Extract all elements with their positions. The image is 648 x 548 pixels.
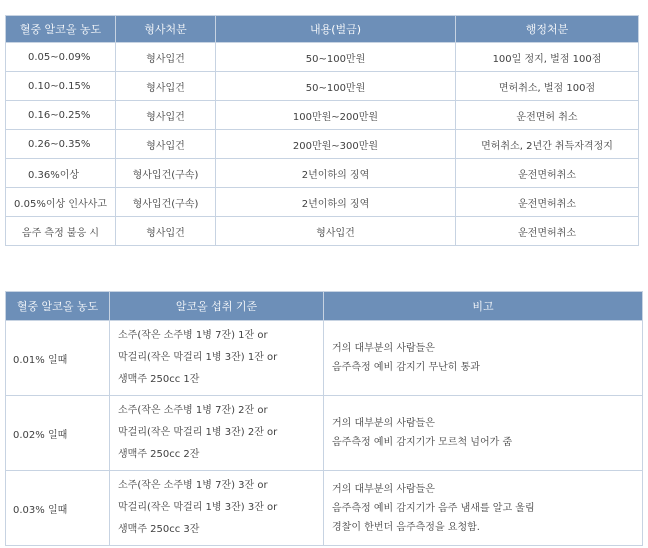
alcohol-level-cell: 0.01% 일때 xyxy=(6,321,110,396)
remarks-cell xyxy=(324,321,643,396)
alcohol-level-cell: 0.03% 일때 xyxy=(6,471,110,546)
alcohol-level-cell: 0.05~0.09% xyxy=(6,43,116,72)
fine-cell: 2년이하의 징역 xyxy=(216,159,456,188)
alcohol-level-cell: 0.36%이상 xyxy=(6,159,116,188)
table-row xyxy=(6,217,639,246)
table-row xyxy=(6,188,639,217)
alcohol-level-cell: 0.02% 일때 xyxy=(6,396,110,471)
remarks-line: 거의 대부분의 사람들은 xyxy=(332,343,435,354)
intake-line: 막걸리(작은 막걸리 1병 3잔) 3잔 or xyxy=(118,502,278,513)
intake-cell xyxy=(110,471,324,546)
intake-cell xyxy=(110,396,324,471)
alcohol-level-cell: 음주 측정 불응 시 xyxy=(6,217,116,246)
admin-penalty-cell: 운전면허취소 xyxy=(456,217,639,246)
intake-line: 소주(작은 소주병 1병 7잔) 2잔 or xyxy=(118,405,268,416)
intake-line: 소주(작은 소주병 1병 7잔) 1잔 or xyxy=(118,330,268,341)
remarks-line: 음주측정 예비 감지기가 모르척 넘어가 줌 xyxy=(332,437,513,448)
admin-penalty-cell: 운전면허취소 xyxy=(456,188,639,217)
remarks-line: 음주측정 예비 감지기가 음주 냄새를 알고 울림 xyxy=(332,502,535,514)
fine-cell: 2년이하의 징역 xyxy=(216,188,456,217)
intake-line: 막걸리(작은 막걸리 1병 3잔) 2잔 or xyxy=(118,427,278,438)
remarks-cell xyxy=(324,396,643,471)
criminal-penalty-cell: 형사입건 xyxy=(116,72,216,101)
header-fine-content: 내용(벌금) xyxy=(216,16,456,43)
admin-penalty-cell: 운전면허 취소 xyxy=(456,101,639,130)
header-admin-penalty: 행정처분 xyxy=(456,16,639,43)
table-row xyxy=(6,130,639,159)
fine-cell: 50~100만원 xyxy=(216,72,456,101)
remarks-line: 경찰이 한번더 음주측정을 요청함. xyxy=(332,521,480,533)
criminal-penalty-cell: 형사입건 xyxy=(116,101,216,130)
header-alcohol-level: 혈중 알코올 농도 xyxy=(6,16,116,43)
alcohol-level-cell: 0.05%이상 인사사고 xyxy=(6,188,116,217)
table-row xyxy=(6,43,639,72)
alcohol-level-cell: 0.10~0.15% xyxy=(6,72,116,101)
fine-cell: 200만원~300만원 xyxy=(216,130,456,159)
criminal-penalty-cell: 형사입건 xyxy=(116,217,216,246)
penalty-table xyxy=(5,15,639,246)
criminal-penalty-cell: 형사입건(구속) xyxy=(116,188,216,217)
fine-cell: 50~100만원 xyxy=(216,43,456,72)
header-alcohol-level: 혈중 알코올 농도 xyxy=(6,292,110,321)
table-row xyxy=(6,72,639,101)
intake-line: 막걸리(작은 막걸리 1병 3잔) 1잔 or xyxy=(118,352,278,363)
remarks-line: 거의 대부분의 사람들은 xyxy=(332,418,435,429)
alcohol-level-cell: 0.26~0.35% xyxy=(6,130,116,159)
table-row xyxy=(6,396,643,471)
fine-cell: 100만원~200만원 xyxy=(216,101,456,130)
header-criminal-penalty: 형사처분 xyxy=(116,16,216,43)
remarks-line: 거의 대부분의 사람들은 xyxy=(332,483,435,495)
admin-penalty-cell: 면허취소, 벌점 100점 xyxy=(456,72,639,101)
intake-header-row xyxy=(6,292,643,321)
fine-cell: 형사입건 xyxy=(216,217,456,246)
alcohol-level-cell: 0.16~0.25% xyxy=(6,101,116,130)
admin-penalty-cell: 운전면허취소 xyxy=(456,159,639,188)
intake-cell xyxy=(110,321,324,396)
intake-line: 생맥주 250cc 2잔 xyxy=(118,449,200,460)
intake-line: 생맥주 250cc 1잔 xyxy=(118,374,200,385)
penalty-header-row xyxy=(6,16,639,43)
header-intake-standard: 알코올 섭취 기준 xyxy=(110,292,324,321)
remarks-cell xyxy=(324,471,643,546)
table-row xyxy=(6,321,643,396)
table-row xyxy=(6,159,639,188)
criminal-penalty-cell: 형사입건 xyxy=(116,130,216,159)
table-row xyxy=(6,101,639,130)
remarks-line: 음주측정 예비 감지기 무난히 통과 xyxy=(332,362,480,373)
header-remarks: 비고 xyxy=(324,292,643,321)
admin-penalty-cell: 100일 정지, 벌점 100점 xyxy=(456,43,639,72)
table-row xyxy=(6,471,643,546)
admin-penalty-cell: 면허취소, 2년간 취득자격정지 xyxy=(456,130,639,159)
intake-line: 생맥주 250cc 3잔 xyxy=(118,524,200,535)
intake-table xyxy=(5,291,643,546)
criminal-penalty-cell: 형사입건(구속) xyxy=(116,159,216,188)
intake-line: 소주(작은 소주병 1병 7잔) 3잔 or xyxy=(118,480,268,491)
criminal-penalty-cell: 형사입건 xyxy=(116,43,216,72)
